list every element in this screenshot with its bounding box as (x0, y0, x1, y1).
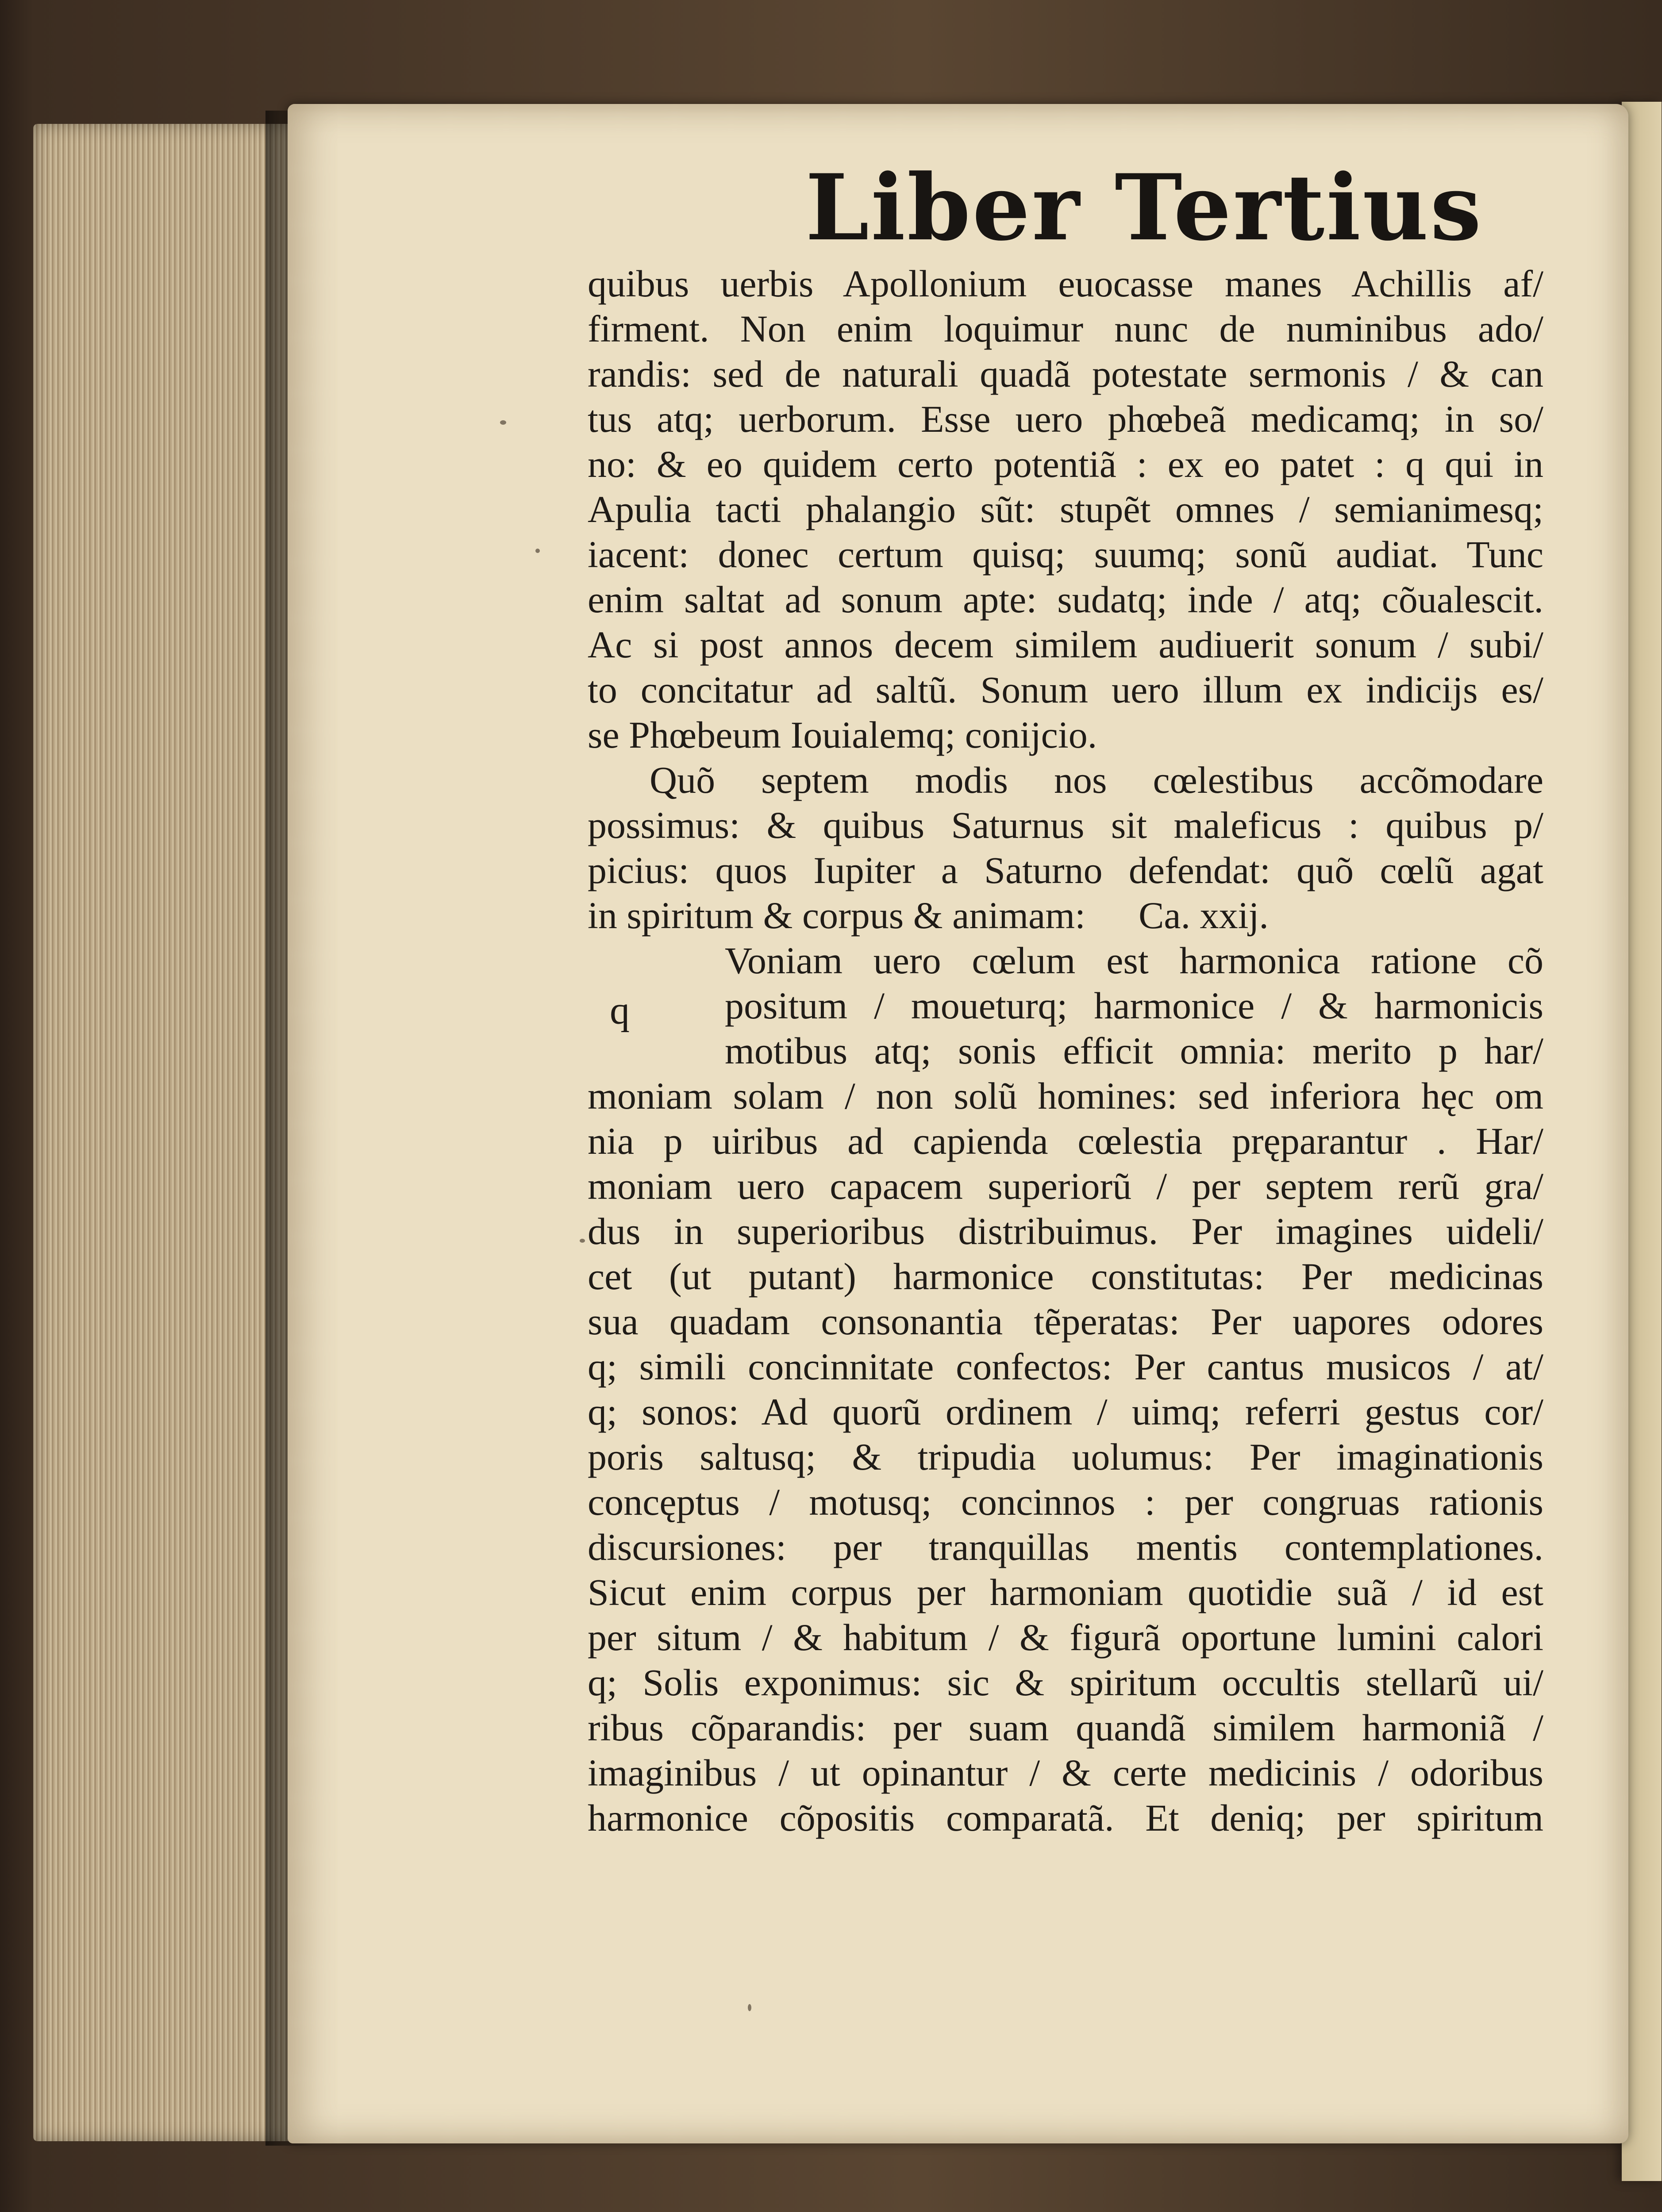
text-line-content: Voniam uero cœlum est harmonica ratione cõ (725, 939, 1543, 982)
paper-speck (535, 549, 540, 553)
text-line-content: randis: sed de naturali quadã potestate sermonis / & can (588, 353, 1543, 395)
text-line (588, 1434, 1543, 1479)
paper-speck (500, 420, 506, 425)
chapter-heading-line (588, 757, 1543, 803)
text-line-content: poris saltusq; & tripudia uolumus: Per imaginationis (588, 1436, 1543, 1478)
text-line-content: harmonice cõpositis comparatã. Et deniq; per spiritum (588, 1797, 1543, 1839)
text-line (588, 1299, 1543, 1344)
chapter-heading-line (588, 893, 1543, 938)
text-line-content: nia p uiribus ad capienda cœlestia pręparantur . Har/ (588, 1120, 1543, 1162)
chapter-heading-line (588, 848, 1543, 893)
text-line (588, 712, 1543, 757)
text-line (588, 1705, 1543, 1750)
text-block (588, 261, 1543, 1840)
text-line (588, 306, 1543, 351)
text-line (588, 261, 1543, 306)
text-line (588, 351, 1543, 396)
text-line (588, 1209, 1543, 1254)
text-line-content: concęptus / motusq; concinnos : per congruas rationis (588, 1481, 1543, 1523)
paper-speck (748, 2004, 751, 2011)
text-line (588, 1660, 1543, 1705)
text-line-content: enim saltat ad sonum apte: sudatq; inde / atq; cõualescit. (588, 578, 1543, 621)
text-line-content: cet (ut putant) harmonice constitutas: Per medicinas (588, 1255, 1543, 1298)
text-line (588, 532, 1543, 577)
text-line-content: moniam solam / non solũ homines: sed inferiora hęc om (588, 1075, 1543, 1117)
text-line (588, 1028, 1543, 1073)
text-line-content: discursiones: per tranquillas mentis contemplationes. (588, 1526, 1543, 1568)
text-line-content: q; simili concinnitate confectos: Per cantus musicos / at/ (588, 1345, 1543, 1388)
book-page-edges (33, 124, 299, 2141)
text-line (588, 1118, 1543, 1164)
text-line-content: imaginibus / ut opinantur / & certe medicinis / odoribus (588, 1751, 1543, 1794)
text-line-content: to concitatur ad saltũ. Sonum uero illum ex indicijs es/ (588, 668, 1543, 711)
text-line-content: moniam uero capacem superiorũ / per septem rerũ gra/ (588, 1165, 1543, 1207)
text-line (588, 1570, 1543, 1615)
text-line-content: ribus cõparandis: per suam quandã similem harmoniã / (588, 1706, 1543, 1749)
text-line (588, 1164, 1543, 1209)
chapter-heading-text: possimus: & quibus Saturnus sit maleficus : quibus p/ (588, 804, 1543, 846)
text-line (588, 1615, 1543, 1660)
text-line (588, 442, 1543, 487)
chapter-heading-text: Quõ septem modis nos cœlestibus accõmodare (650, 759, 1543, 801)
text-line (588, 1795, 1543, 1840)
text-line-content: q; Solis exponimus: sic & spiritum occultis stellarũ ui/ (588, 1661, 1543, 1704)
text-line (588, 622, 1543, 667)
text-line-content: se Phœbeum Iouialemq; conijcio. (588, 714, 1097, 756)
text-line-content: Sicut enim corpus per harmoniam quotidie suã / id est (588, 1571, 1543, 1613)
chapter-heading-text: picius: quos Iupiter a Saturno defendat: quõ cœlũ agat (588, 849, 1543, 891)
text-line-content: per situm / & habitum / & figurã oportune lumini calori (588, 1616, 1543, 1659)
text-line (588, 1525, 1543, 1570)
drop-letter: q (610, 989, 630, 1033)
chapter-number: Ca. xxij. (1139, 894, 1269, 937)
text-line (588, 396, 1543, 442)
text-line (588, 667, 1543, 712)
text-line-content: dus in superioribus distribuimus. Per imagines uideli/ (588, 1210, 1543, 1252)
text-line (588, 1254, 1543, 1299)
text-line (588, 487, 1543, 532)
text-line-content: Apulia tacti phalangio sũt: stupẽt omnes / semianimesq; (588, 488, 1543, 530)
text-line-content: positum / moueturq; harmonice / & harmonicis (725, 984, 1543, 1027)
text-line (588, 577, 1543, 622)
text-line (588, 983, 1543, 1028)
text-line (588, 1479, 1543, 1525)
running-head: Liber Tertius (805, 155, 1483, 261)
text-line-content: quibus uerbis Apollonium euocasse manes Achillis af/ (588, 262, 1543, 305)
chapter-heading-line (588, 803, 1543, 848)
text-line-content: iacent: donec certum quisq; suumq; sonũ audiat. Tunc (588, 533, 1543, 576)
text-line-content: q; sonos: Ad quorũ ordinem / uimq; referri gestus cor/ (588, 1390, 1543, 1433)
paper-speck (580, 1239, 585, 1243)
text-line-content: no: & eo quidem certo potentiã : ex eo patet : q qui in (588, 443, 1543, 485)
text-line-content: Ac si post annos decem similem audiuerit sonum / subi/ (588, 623, 1543, 666)
chapter-heading-text: in spiritum & corpus & animam: (588, 894, 1086, 937)
text-line (588, 938, 1543, 983)
text-line (588, 1344, 1543, 1389)
text-line-content: tus atq; uerborum. Esse uero phœbeã medicamq; in so/ (588, 398, 1543, 440)
text-line (588, 1750, 1543, 1795)
text-line-content: sua quadam consonantia tẽperatas: Per uapores odores (588, 1300, 1543, 1343)
text-line (588, 1073, 1543, 1118)
text-line-content: motibus atq; sonis efficit omnia: merito p har/ (725, 1029, 1543, 1072)
text-line (588, 1389, 1543, 1434)
text-line-content: firment. Non enim loquimur nunc de numinibus ado/ (588, 307, 1543, 350)
